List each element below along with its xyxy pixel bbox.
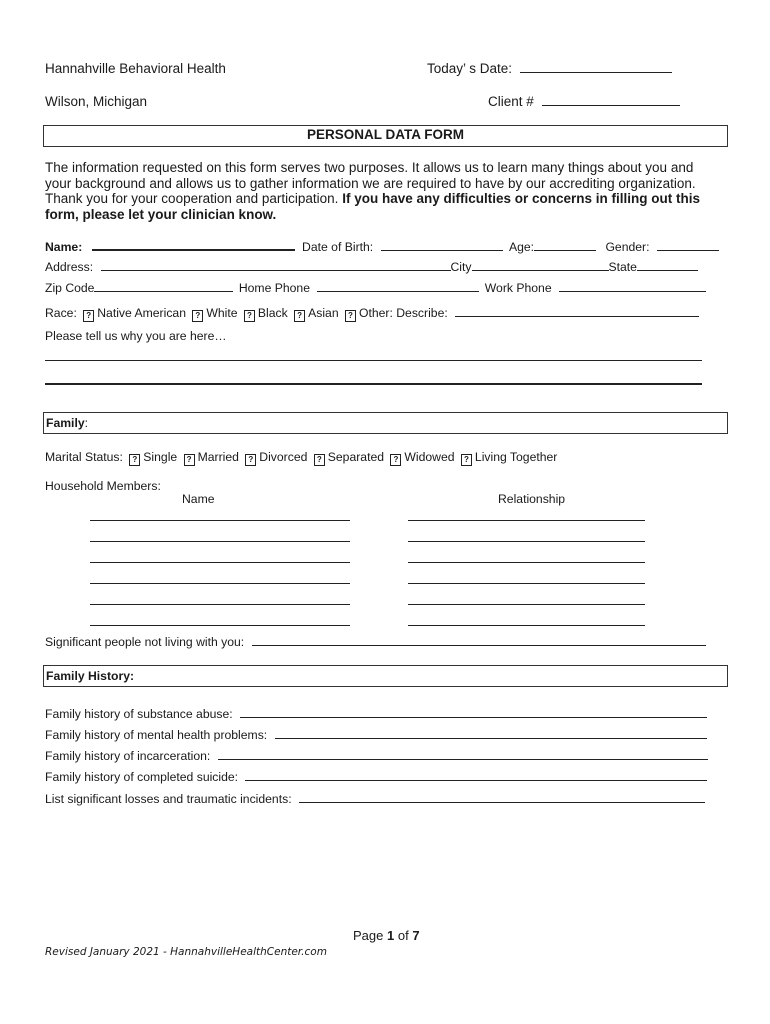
significant-people-input[interactable] [252,634,706,646]
family-section-box [43,412,728,434]
fh-mental-health-label: Family history of mental health problems: [45,728,268,742]
household-relationship-line[interactable] [408,520,645,521]
intro-line-2: your background and allows us to gather information we are required to have by our accrediting organization. [45,175,696,191]
page-number: Page 1 of 7 [353,928,420,943]
race-checkbox-black[interactable]: ? [244,310,255,322]
household-name-line[interactable] [90,541,350,542]
fh-suicide-label: Family history of completed suicide: [45,770,239,784]
gender-label: Gender: [605,240,650,254]
household-name-line[interactable] [90,520,350,521]
fh-suicide-row [45,769,707,784]
why-here-line-1[interactable] [45,360,702,361]
family-history-section-title: Family History: [46,669,135,683]
marital-checkbox-divorced[interactable]: ? [245,454,256,466]
household-name-line[interactable] [90,583,350,584]
client-number-input[interactable] [542,94,680,106]
work-phone-label: Work Phone [484,281,552,295]
household-relationship-line[interactable] [408,583,645,584]
organization-location: Wilson, Michigan [45,94,148,109]
footer-revision: Revised January 2021 - HannahvilleHealthCenter.com [45,946,327,958]
fh-substance-abuse-label: Family history of substance abuse: [45,707,233,721]
marital-option-married: Married [197,450,239,464]
home-phone-input[interactable] [317,280,479,292]
name-row [45,238,719,254]
race-label: Race: [45,306,77,320]
todays-date-field [427,61,672,76]
intro-paragraph [45,160,700,222]
household-name-line[interactable] [90,562,350,563]
marital-checkbox-married[interactable]: ? [184,454,195,466]
state-input[interactable] [637,259,698,271]
fh-incarceration-label: Family history of incarceration: [45,749,211,763]
race-checkbox-other[interactable]: ? [345,310,356,322]
address-label: Address: [45,260,94,274]
fh-losses-input[interactable] [299,791,705,803]
marital-checkbox-widowed[interactable]: ? [390,454,401,466]
why-here-line-2[interactable] [45,383,702,385]
city-label: City [450,260,472,274]
intro-line-4: form, please let your clinician know. [45,206,277,222]
fh-losses-label: List significant losses and traumatic incidents: [45,792,292,806]
organization-name: Hannahville Behavioral Health [45,61,226,76]
dob-label: Date of Birth: [302,240,374,254]
marital-checkbox-living-together[interactable]: ? [461,454,472,466]
address-row [45,259,698,274]
fh-mental-health-input[interactable] [275,727,707,739]
todays-date-input[interactable] [520,61,672,73]
client-number-label: Client # [488,94,534,109]
intro-line-1: The information requested on this form serves two purposes. It allows us to learn many things about you and [45,160,694,175]
family-history-section-box [43,665,728,687]
city-input[interactable] [472,259,609,271]
form-title: PERSONAL DATA FORM [307,127,464,142]
marital-option-widowed: Widowed [404,450,455,464]
household-name-header: Name [182,492,215,506]
fh-substance-abuse-input[interactable] [240,706,707,718]
significant-people-row [45,634,706,649]
race-checkbox-white[interactable]: ? [192,310,203,322]
state-label: State [608,260,637,274]
fh-losses-row [45,791,705,806]
dob-input[interactable] [381,239,503,251]
gender-input[interactable] [657,239,719,251]
race-option-native-american: Native American [97,306,186,320]
family-section-title: Family: [46,416,89,430]
race-row [45,305,699,322]
age-label: Age: [508,240,535,254]
significant-people-label: Significant people not living with you: [45,635,245,649]
race-option-other: Other: Describe: [359,306,448,320]
work-phone-input[interactable] [559,280,706,292]
race-option-asian: Asian [308,306,339,320]
household-relationship-line[interactable] [408,562,645,563]
marital-option-living-together: Living Together [474,450,558,464]
household-relationship-line[interactable] [408,604,645,605]
household-relationship-header: Relationship [498,492,566,506]
household-name-line[interactable] [90,625,350,626]
race-option-black: Black [257,306,288,320]
todays-date-label: Today’ s Date: [427,61,513,76]
household-relationship-line[interactable] [408,625,645,626]
marital-option-divorced: Divorced [259,450,308,464]
zip-phone-row [45,280,706,295]
marital-option-separated: Separated [327,450,385,464]
marital-option-single: Single [143,450,178,464]
marital-status-row [45,450,557,466]
fh-mental-health-row [45,727,707,742]
name-input[interactable] [92,238,295,251]
marital-checkbox-single[interactable]: ? [129,454,140,466]
fh-suicide-input[interactable] [245,769,707,781]
zip-label: Zip Code [45,281,95,295]
race-other-input[interactable] [455,305,699,317]
why-here-label: Please tell us why you are here… [45,329,227,343]
zip-input[interactable] [94,280,233,292]
household-relationship-line[interactable] [408,541,645,542]
race-checkbox-asian[interactable]: ? [294,310,305,322]
client-number-field [488,94,680,109]
marital-status-label: Marital Status: [45,450,123,464]
race-checkbox-native-american[interactable]: ? [83,310,94,322]
home-phone-label: Home Phone [238,281,310,295]
fh-substance-abuse-row [45,706,707,721]
household-members-label: Household Members: [45,479,161,493]
marital-checkbox-separated[interactable]: ? [314,454,325,466]
race-option-white: White [206,306,238,320]
fh-incarceration-input[interactable] [218,748,708,760]
name-label: Name: [45,240,83,254]
age-input[interactable] [534,239,596,251]
address-input[interactable] [101,259,451,271]
fh-incarceration-row [45,748,708,763]
household-name-line[interactable] [90,604,350,605]
intro-line-3: Thank you for your cooperation and participation. If you have any difficulties or concerns in filling out this [45,191,700,206]
